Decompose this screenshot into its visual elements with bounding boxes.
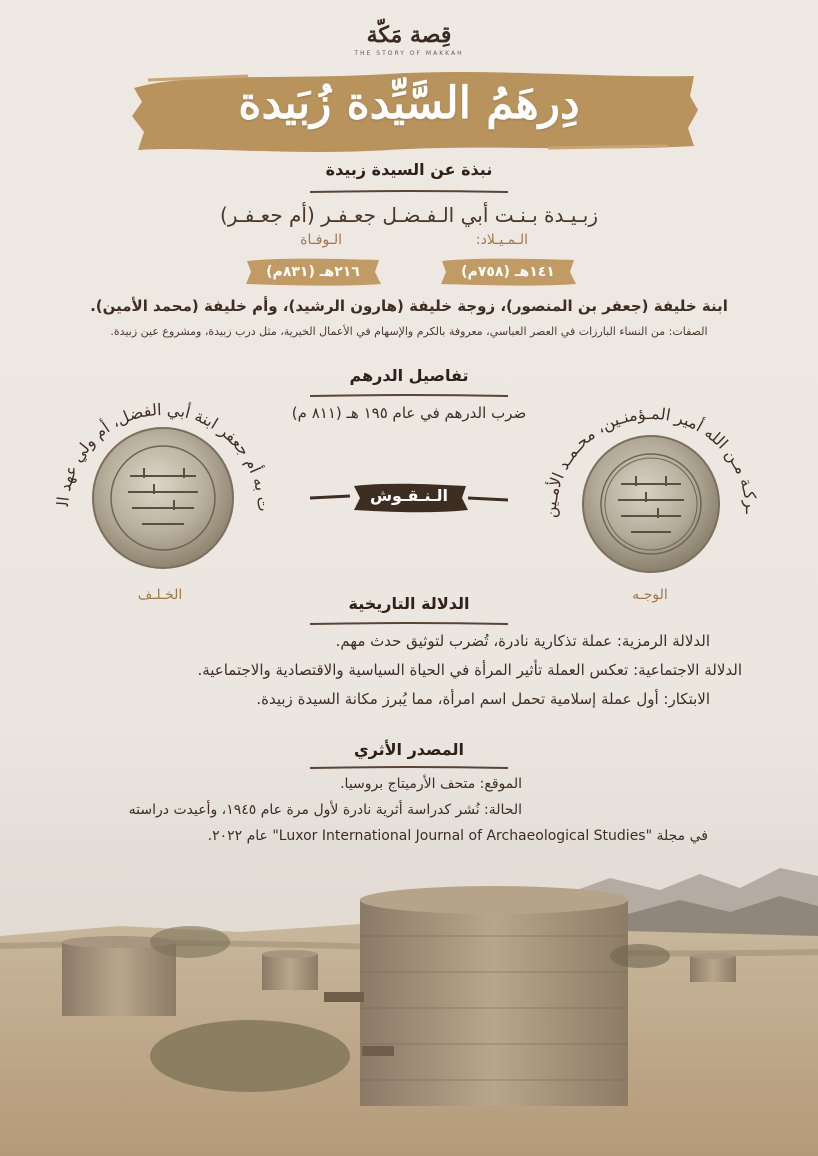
significance-line-innovation: الابتكار: أول عملة إسلامية تحمل اسم امرأة، مما يُبرز مكانة السيدة زبيدة. [256, 690, 710, 708]
reverse-coin-image [38, 380, 288, 604]
death-date: ٢١٦هـ (٨٣١م) [266, 264, 360, 280]
obverse-caption: الوجـه [632, 587, 668, 603]
page-title: دِرهَمُ السَّيِّدة زُبَيدة [238, 78, 580, 129]
section-divider [310, 190, 508, 193]
significance-line-symbolic: الدلالة الرمزية: عملة تذكارية نادرة، تُضرب لتوثيق حدث مهم. [335, 632, 710, 650]
reverse-caption: الخـلـف [137, 587, 183, 603]
obverse-coin-image [526, 384, 776, 608]
minting-date: ضرب الدرهم في عام ١٩٥ هـ (٨١١ م) [291, 404, 527, 422]
section-divider [310, 622, 508, 625]
birth-date: ١٤١هـ (٧٥٨م) [461, 264, 555, 280]
death-label: الـوفـاة [300, 232, 342, 248]
inscriptions-label: الـنـقـوش [369, 486, 449, 505]
brand-logo: قِصة مَكّة [366, 22, 452, 48]
source-journal: في مجلة "Luxor International Journal of Archaeological Studies" عام ٢٠٢٢. [207, 828, 708, 844]
source-status: الحالة: نُشر كدراسة أثرية نادرة لأول مرة عام ١٩٤٥، وأعيدت دراسته [128, 802, 522, 818]
brand-tagline: THE STORY OF MAKKAH [354, 50, 464, 57]
obverse-inscription-arc: ـركـة مـن الله أمير المـؤمنـين، محـمـد الأمـين [540, 403, 762, 519]
small-well-middle [262, 950, 318, 990]
source-heading: المصدر الأثري [353, 740, 465, 759]
section-divider [310, 766, 508, 769]
reverse-inscription-arc: ت به أم جعفر ابنة أبي الفضل، أم ولي عهد ال [53, 399, 274, 513]
significance-line-social: الدلالة الاجتماعية: تعكس العملة تأثير المرأة في الحياة السياسية والاقتصادية والاجتماعية. [197, 661, 742, 679]
large-well [324, 886, 628, 1106]
traits-text: الصفات: من النساء البارزات في العصر العباسي، معروفة بالكرم والإسهام في الأعمال الخيرية، مثل درب زبيدة، ومشروع عين زبيدة. [110, 325, 708, 338]
birth-label: الـمـيـلاد: [475, 232, 528, 248]
shrub [150, 926, 230, 958]
source-location: الموقع: متحف الأرميتاج بروسيا. [340, 776, 522, 792]
small-well-right [690, 953, 736, 982]
section-divider [310, 394, 508, 397]
obverse-coin-group [526, 384, 776, 608]
full-name: زبـيـدة بـنـت أبي الـفـضـل جعـفـر (أم جعـفـر) [220, 203, 598, 227]
about-heading: نبذة عن السيدة زبيدة [325, 160, 493, 179]
shrub [150, 1020, 350, 1092]
significance-heading: الدلالة التاريخية [348, 594, 470, 613]
shrub [610, 944, 670, 968]
reverse-coin-group [38, 380, 288, 604]
coin-heading: تفاصيل الدرهم [349, 366, 469, 385]
landscape-photo [0, 856, 818, 1156]
relations-text: ابنة خليفة (جعفر بن المنصور)، زوجة خليفة (هارون الرشيد)، وأم خليفة (محمد الأمين). [90, 297, 728, 315]
